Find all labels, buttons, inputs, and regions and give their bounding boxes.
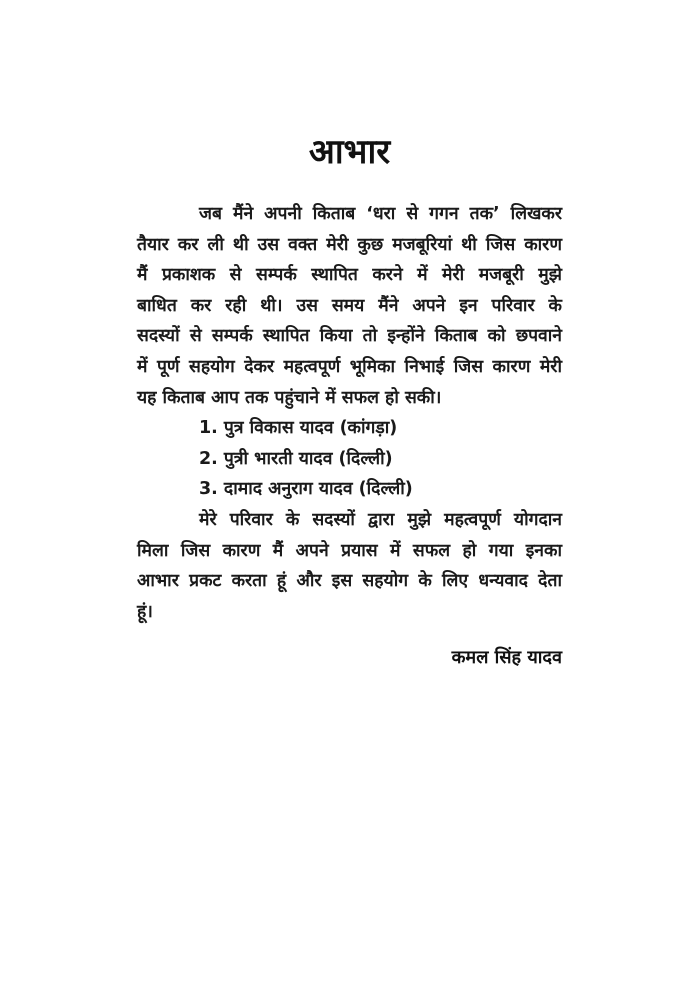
paragraph-intro xyxy=(137,199,562,413)
text-line: जब मैंने अपनी किताब ‘धरा से गगन तक’ लिखकर xyxy=(199,204,562,224)
author-signature: कमल सिंह यादव xyxy=(451,647,562,668)
list-item-daughter: 2. पुत्री भारती यादव (दिल्ली) xyxy=(199,448,393,469)
text-line: यह किताब आप तक पहुंचाने में सफल हो सकी। xyxy=(137,387,442,408)
list-item-son-in-law: 3. दामाद अनुराग यादव (दिल्ली) xyxy=(199,479,413,500)
text-line: तैयार कर ली थी उस वक्त मेरी कुछ मजबूरियां थी जिस कारण xyxy=(137,234,562,255)
text-line: मिला जिस कारण मैं अपने प्रयास में सफल हो गया इनका xyxy=(137,540,562,561)
text-line: आभार प्रकट करता हूं और इस सहयोग के लिए धन्यवाद देता xyxy=(137,571,562,592)
family-member-list xyxy=(137,413,562,505)
text-line: मैं प्रकाशक से सम्पर्क स्थापित करने में मेरी मजबूरी मुझे xyxy=(137,265,562,286)
text-line: हूं। xyxy=(137,601,153,622)
text-line: बाधित कर रही थी। उस समय मैंने अपने इन परिवार के xyxy=(137,295,562,316)
paragraph-closing xyxy=(137,505,562,627)
document-body xyxy=(137,199,562,627)
text-line: सदस्यों से सम्पर्क स्थापित किया तो इन्होंने किताब को छपवाने xyxy=(137,326,562,347)
text-line: में पूर्ण सहयोग देकर महत्वपूर्ण भूमिका निभाई जिस कारण मेरी xyxy=(137,356,562,377)
text-line: मेरे परिवार के सदस्यों द्वारा मुझे महत्वपूर्ण योगदान xyxy=(199,509,562,530)
page-title: आभार xyxy=(308,132,391,172)
list-item-son: 1. पुत्र विकास यादव (कांगड़ा) xyxy=(199,418,398,439)
